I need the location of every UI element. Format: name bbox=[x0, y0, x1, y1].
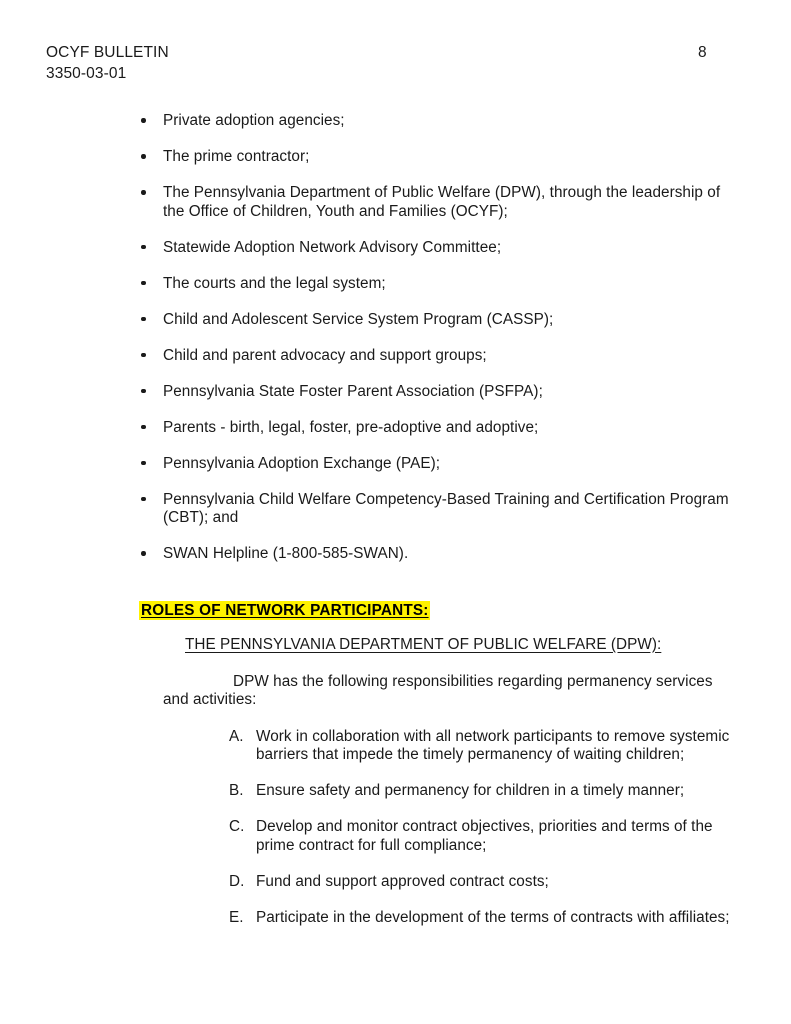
subsection-heading-container bbox=[0, 635, 791, 655]
list-item bbox=[0, 383, 791, 402]
list-item-text: SWAN Helpline (1-800-585-SWAN). bbox=[163, 545, 409, 562]
list-item bbox=[0, 818, 791, 855]
bullet-dot-icon bbox=[141, 497, 146, 502]
header-title-block bbox=[46, 42, 169, 84]
list-item-text: Pennsylvania Adoption Exchange (PAE); bbox=[163, 454, 441, 472]
list-item-marker: A. bbox=[229, 727, 244, 745]
list-item-text: Work in collaboration with all network participants to remove systemic barriers that impede the timely permanency of waiting children; bbox=[256, 727, 730, 763]
bullet-dot-icon bbox=[141, 551, 146, 556]
list-item-text: Statewide Adoption Network Advisory Committee; bbox=[163, 238, 502, 256]
list-item bbox=[0, 909, 791, 928]
list-item bbox=[0, 782, 791, 801]
subsection-heading: THE PENNSYLVANIA DEPARTMENT OF PUBLIC WELFARE (DPW): bbox=[185, 635, 662, 653]
page-header bbox=[46, 42, 745, 84]
intro-paragraph: DPW has the following responsibilities regarding permanency services and activities: bbox=[163, 672, 713, 708]
list-item bbox=[0, 545, 791, 564]
dpw-responsibilities-list bbox=[0, 728, 791, 928]
list-item-text: Private adoption agencies; bbox=[163, 112, 345, 129]
list-item bbox=[0, 347, 791, 366]
list-item bbox=[0, 275, 791, 294]
list-item-text: Fund and support approved contract costs; bbox=[256, 872, 549, 890]
bullet-dot-icon bbox=[141, 118, 146, 123]
list-item-text: Child and parent advocacy and support groups; bbox=[163, 346, 487, 364]
network-participants-list bbox=[0, 112, 791, 564]
list-item-text: Ensure safety and permanency for children in a timely manner; bbox=[256, 782, 685, 799]
list-item-marker: D. bbox=[229, 872, 245, 890]
bullet-dot-icon bbox=[141, 461, 146, 466]
list-item-text: Develop and monitor contract objectives, priorities and terms of the prime contract for full compliance; bbox=[256, 818, 713, 854]
list-item bbox=[0, 112, 791, 131]
list-item bbox=[0, 491, 791, 528]
body-content bbox=[0, 112, 791, 945]
list-item-text: Child and Adolescent Service System Program (CASSP); bbox=[163, 310, 554, 328]
list-item-text: Participate in the development of the terms of contracts with affiliates; bbox=[256, 908, 730, 926]
bullet-dot-icon bbox=[141, 281, 146, 286]
bullet-dot-icon bbox=[141, 190, 146, 195]
list-item-text: The Pennsylvania Department of Public Welfare (DPW), through the leadership of the Office of Children, Youth and Families (OCYF); bbox=[163, 184, 721, 220]
list-item-text: Pennsylvania State Foster Parent Association (PSFPA); bbox=[163, 382, 543, 400]
bullet-dot-icon bbox=[141, 245, 146, 250]
section-heading: ROLES OF NETWORK PARTICIPANTS: bbox=[141, 601, 429, 619]
list-item-text: The prime contractor; bbox=[163, 148, 310, 165]
list-item bbox=[0, 419, 791, 438]
list-item-text: Pennsylvania Child Welfare Competency-Based Training and Certification Program (CBT); and bbox=[163, 490, 729, 526]
page-number: 8 bbox=[698, 44, 707, 61]
bullet-dot-icon bbox=[141, 389, 146, 394]
bullet-dot-icon bbox=[141, 154, 146, 159]
list-item bbox=[0, 239, 791, 258]
list-item-marker: E. bbox=[229, 908, 244, 926]
list-item-marker: B. bbox=[229, 782, 244, 799]
bulletin-number: 3350-03-01 bbox=[46, 65, 127, 82]
bullet-dot-icon bbox=[141, 317, 146, 322]
bullet-dot-icon bbox=[141, 353, 146, 358]
list-item bbox=[0, 311, 791, 330]
list-item bbox=[0, 148, 791, 167]
bullet-dot-icon bbox=[141, 425, 146, 430]
section-heading-container bbox=[0, 601, 791, 621]
list-item bbox=[0, 873, 791, 892]
list-item-marker: C. bbox=[229, 818, 245, 835]
list-item-text: The courts and the legal system; bbox=[163, 274, 386, 292]
list-item bbox=[0, 455, 791, 474]
list-item bbox=[0, 728, 791, 765]
list-item-text: Parents - birth, legal, foster, pre-adoptive and adoptive; bbox=[163, 418, 539, 436]
bulletin-title: OCYF BULLETIN bbox=[46, 44, 169, 61]
list-item bbox=[0, 184, 791, 221]
